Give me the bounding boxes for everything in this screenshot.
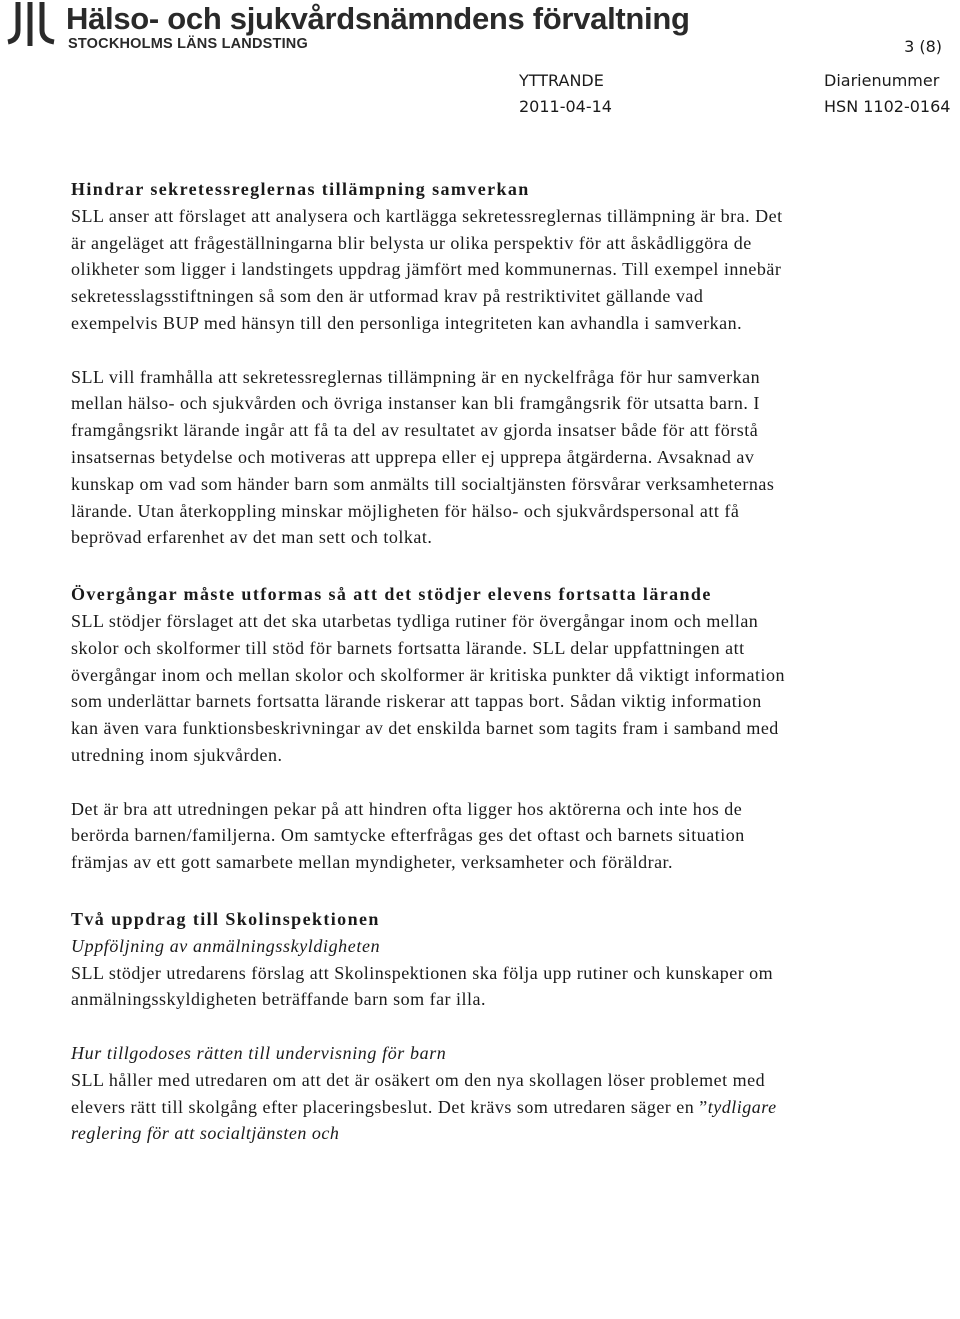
section-heading-overgangar: Övergångar måste utformas så att det stödjer elevens fortsatta lärande (71, 584, 712, 605)
document-body (71, 176, 791, 1147)
paragraph-with-quote (71, 1067, 791, 1147)
organization-name: Hälso- och sjukvårdsnämndens förvaltning (66, 1, 690, 36)
registration-number: HSN 1102-0164 (824, 97, 951, 116)
paragraph: SLL stödjer förslaget att det ska utarbetas tydliga rutiner för övergångar inom och mellan skolor och skolformer till stöd för barnets fortsatta lärande. SLL delar uppfattningen att övergångar inom och mellan skolor och skolformer är kritiska punkter då viktigt information som underlättar barnets fortsatta lärande riskerar att tappas bort. Sådan viktig information kan även vara funktionsbeskrivningar av det enskilda barnet som tagits fram i samband med utredning inom sjukvården. (71, 610, 786, 765)
document-type: YTTRANDE (519, 71, 604, 90)
paragraph: SLL anser att förslaget att analysera och kartlägga sekretessreglernas tillämpning är bra. Det är angeläget att frågeställningarna blir belysta ur olika perspektiv för att åskådliggöra de olikheter som ligger i landstingets uppdrag jämfört med kommunernas. Till exempel innebär sekretesslagsstiftningen så som den är utformad krav på restriktivitet gällande vad exempelvis BUP med hänsyn till den personliga integriteten kan avhandla i samverkan. (71, 205, 783, 333)
paragraph-text: SLL håller med utredaren om att det är osäkert om den nya skollagen löser problemet med elevers rätt till skolgång efter placeringsbeslut. Det krävs som utredaren säger en ” (71, 1069, 766, 1117)
paragraph: SLL stödjer utredarens förslag att Skolinspektionen ska följa upp rutiner och kunskaper om anmälningsskyldigheten beträffande barn som far illa. (71, 962, 774, 1010)
organization-subtitle: STOCKHOLMS LÄNS LANDSTING (68, 36, 308, 52)
landsting-logo-icon (4, 0, 58, 48)
subheading-undervisning: Hur tillgodoses rätten till undervisning för barn (71, 1042, 447, 1063)
subheading-anmalningsskyldighet: Uppföljning av anmälningsskyldigheten (71, 935, 381, 956)
section-heading-sekretess: Hindrar sekretessreglernas tillämpning samverkan (71, 179, 530, 199)
paragraph: Det är bra att utredningen pekar på att hindren ofta ligger hos aktörerna och inte hos de berörda barnen/familjerna. Om samtycke efterfrågas ges det oftast och barnets situation främjas av ett gott samarbete mellan myndigheter, verksamheter och föräldrar. (71, 798, 745, 873)
quoted-text: tydligare reglering för att socialtjänsten och (71, 1096, 777, 1144)
document-date: 2011-04-14 (519, 97, 612, 116)
paragraph: SLL vill framhålla att sekretessreglernas tillämpning är en nyckelfråga för hur samverkan mellan hälso- och sjukvården och övriga instanser kan bli framgångsrik för utsatta barn. I framgångsrikt lärande ingår att få ta del av resultatet av gjorda insatser både för att förstå insatsernas betydelse och motiveras att upprepa eller ej upprepa åtgärderna. Avsaknad av kunskap om vad som händer barn som anmälts till socialtjänsten försvårar verksamheternas lärande. Utan återkoppling minskar möjligheten för hälso- och sjukvårdspersonal att få beprövad erfarenhet av det man sett och tolkat. (71, 366, 775, 548)
section-heading-skolinspektionen: Två uppdrag till Skolinspektionen (71, 908, 380, 929)
page-number: 3 (8) (904, 37, 942, 56)
registration-label: Diarienummer (824, 71, 940, 90)
